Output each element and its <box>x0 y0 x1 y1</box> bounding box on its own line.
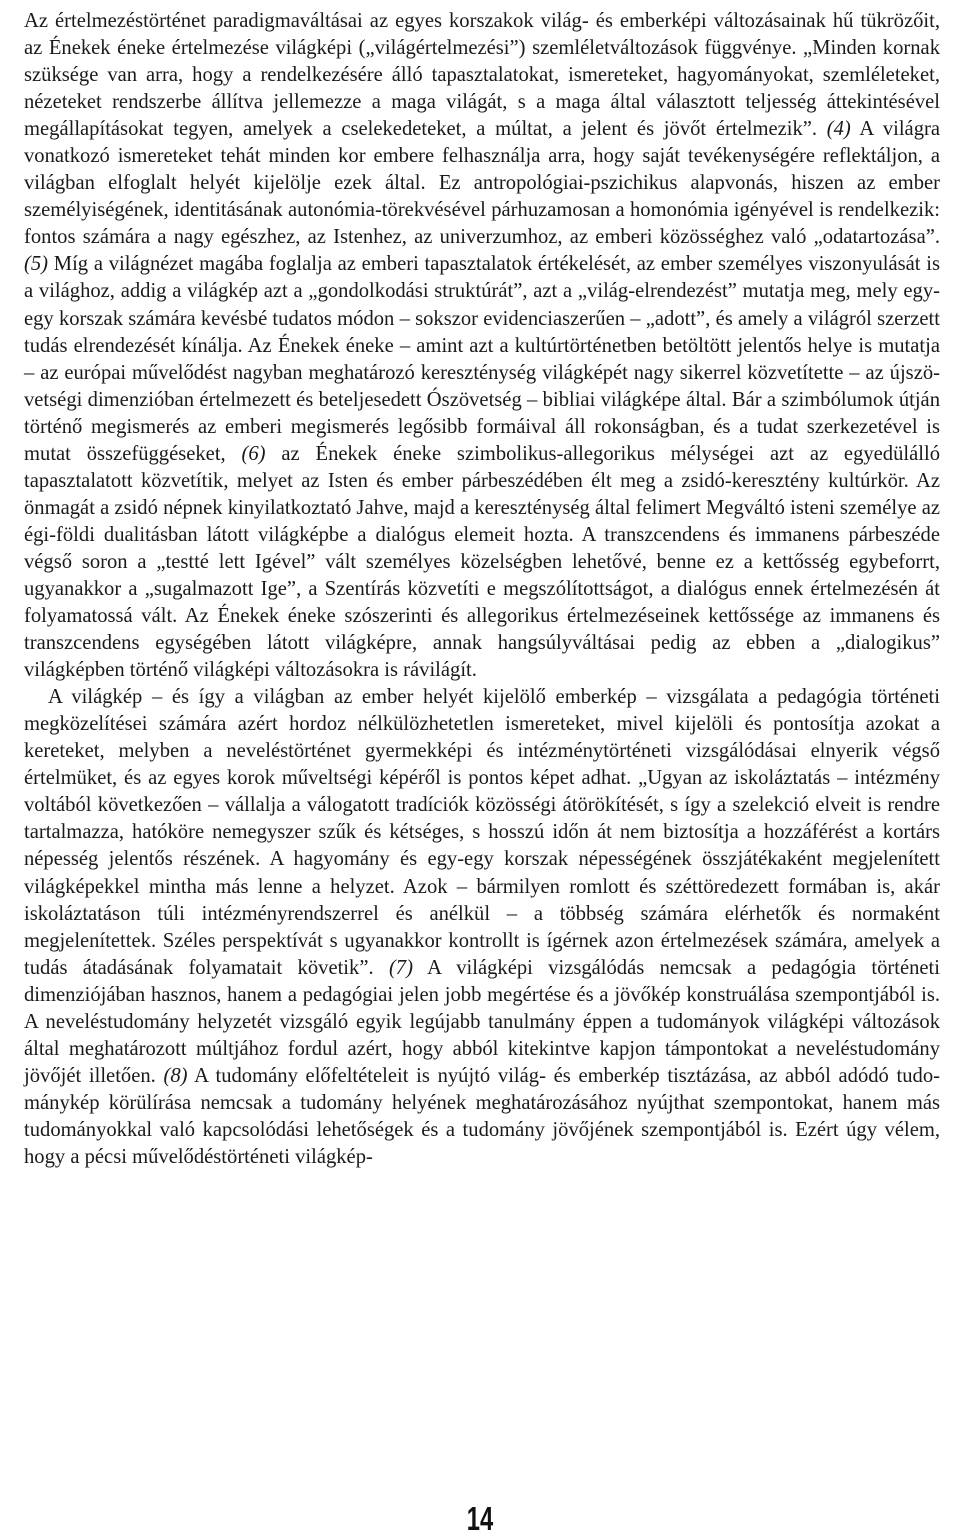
footnote-ref-7: (7) <box>388 956 413 979</box>
paragraph-text: Az értelmezéstörténet paradigmaváltásai az egyes korszakok világ- és emberképi változásainak hű tükrözőit, az Énekek éneke értelmezése világképi („világértelmezési”) szemléletváltozások függvénye. „Minden kornak szüksége van arra, hogy a rendelkezésére álló tapasztalatokat, ismereteket, hagyományokat, szemléleteket, nézeteket rendszerbe állítva jellemezze a maga világát, s a maga által választott teljesség áttekintésével megállapításokat tegyen, amelyek a cselekedeteket, a múltat, a jelent és jövőt értelmezik”. <box>24 10 940 141</box>
paragraph-1 <box>24 8 940 684</box>
footnote-ref-5: (5) <box>24 253 49 276</box>
footnote-ref-4: (4) <box>826 118 851 141</box>
footnote-ref-8: (8) <box>163 1064 188 1087</box>
paragraph-text: A világkép – és így a világban az ember helyét kijelölő emberkép – vizsgálata a pedagógia történeti megközelítései számára azért hordoz nélkülözhetetlen ismereteket, mivel kijelöli és pontosítja azokat a kereteket, melyben a neveléstörténet gyermekképi és intézménytörténeti vizsgálódásai elnyerik végső értelmüket, és az egyes korok műveltségi képéről is pontos képet adhat. „Ugyan az iskoláztatás – intézmény voltából következően – vállalja a válogatott tradíciók közösségi átörökítését, s így a szelekció elveit is rendre tartalmazza, hatóköre nemegyszer szűk és kétséges, s hosszú időn át nem biztosítja a hozzáférést a kortárs népesség jelentős részének. A hagyomány és egy-egy korszak népességének összjátékaként megjelenített világképekkel mintha más lenne a helyzet. Azok – bármilyen romlott és széttöredezett formában is, akár iskoláztatáson túli intézményrendszerrel és anélkül – a többség számára elérhetők és normaként megjelenítettek. Széles perspektívát s ugyanakkor kontrollt is ígérnek azon értelmezések számára, amelyek a tudás átadásának folyamatait követik”. <box>24 686 940 979</box>
paragraph-text: az Énekek éneke szimbolikus-allegorikus mélységei azt az egyedülálló tapasztalatott közvetítik, melyet az Isten és ember párbeszédében élt meg a zsidó-keresztény kultúrkör. Az önmagát a zsidó népnek kinyilatkoztató Jahve, majd a kereszténység által felimert Megváltó isteni személye az égi-földi dualitásban látott világképbe a dialógus elemeit hozta. A transzcendens és immanens párbeszéde végső soron a „testté lett Igével” vált személyes közelségben lehetővé, benne ez a kettősség egybeforrt, ugyanakkor a „sugalmazott Ige”, a Szentírás közvetíti e megszólítottságot, a dialógus ennek értelmezésén át folyamatossá vált. Az Énekek éneke szószerinti és allegorikus értelmezéseinek kettőssége az immanens és transzcendens egységében látott világképre, annak hangsúlyváltásai pedig az ebben a „dialogikus” világképben történő világképi változásokra is rávilágít. <box>24 442 941 682</box>
paragraph-text: A világképi vizsgálódás nemcsak a pedagógia történeti dimenziójában hasznos, hanem a pedagógiai jelen jobb megértése és a jövőkép konstruálása szempontjából is. A neveléstudomány helyzetét vizsgáló egyik legújabb tanulmány éppen a tudományok világképi változások által meghatározott múltjához fordul azért, hogy abból kitekintve kapjon támpontokat a neveléstudomány jövőjét illetően. <box>24 956 940 1087</box>
paragraph-text: A tudomány előfeltételeit is nyújtó világ- és emberkép tisztázása, az abból adódó tudománykép körülírása nemcsak a tudomány helyének meghatározásához nyújthat szempontokat, hanem más tudományokkal való kapcsolódási lehetőségek és a tudomány jövőjének szempontjából is. Ezért úgy vélem, hogy a pécsi művelődéstörténeti világkép- <box>24 1064 940 1168</box>
footnote-ref-6: (6) <box>241 442 266 465</box>
paragraph-text: A világra vonatkozó ismereteket tehát minden kor embere felhasználja arra, hogy saját tevékenységére reflektáljon, a világban elfoglalt helyét kijelölje ezek által. Ez antropológiai-pszichikus alapvonás, hiszen az ember személyiségének, identitásának autonómia-törekvésével párhuzamosan a homonómia igényével is rendelkezik: fontos számára a nagy egészhez, az Istenhez, az univerzumhoz, az emberi közösséghez való „odatartozása”. <box>24 118 940 249</box>
paragraph-2 <box>24 684 940 1171</box>
paragraph-text: Míg a világnézet magába foglalja az emberi tapasztalatok értékelését, az ember személyes viszonyulását is a világhoz, addig a világkép azt a „gondolkodási struktúrát”, azt a „világ-elrendezést” mutatja meg, mely egy-egy korszak számára kevésbé tudatos módon – sokszor evidenciaszerűen – „adott”, és amely a világról szerzett tudás elrendezését kínálja. Az Énekek éneke – amint azt a kultúrtörténetben betöltött jelentős helye is mutatja – az európai művelődést nagyban meghatározó kereszténység világképét nagy sikerrel közvetítette – az újszövetségi dimenzióban értelmezett és beteljesedett Ószövetség – bibliai világképe által. Bár a szimbólumok útján történő megismerés az emberi megismerés legősibb formáival áll rokonságban, és a tudat szerkezetével is mutat összefüggéseket, <box>24 253 940 465</box>
document-body <box>24 8 940 1171</box>
page-number: 14 <box>466 1500 494 1537</box>
